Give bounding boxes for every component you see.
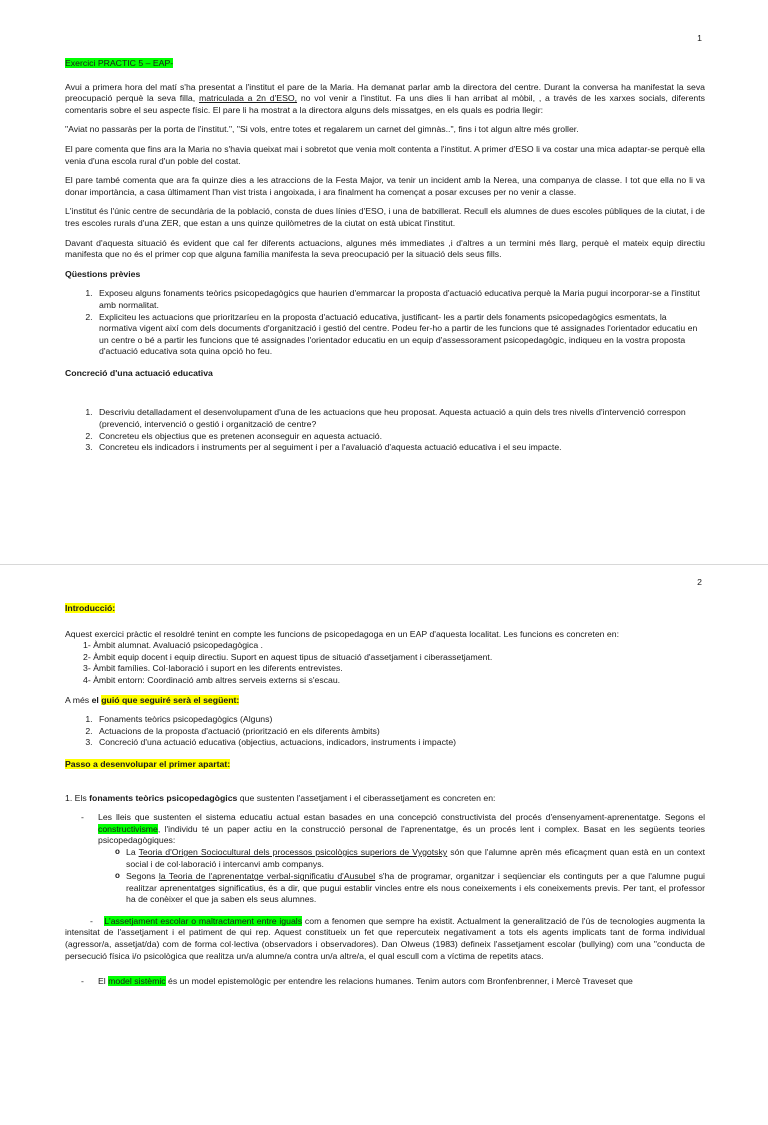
paragraph-situation: Davant d'aquesta situació és evident que cal fer diferents actuacions, algunes més immediates ,i d'altres a un termini més llarg, perquè el mateix equip directiu manifesta que no és el primer cop que alguna família manifesta la seva preocupació per la situació dels seus fills. [65,237,705,260]
paragraph-father-comments: El pare comenta que fins ara la Maria no s'havia queixat mai i sobretot que venia molt contenta a l'institut. A primer d'ESO li va costar una mica adaptar-se perquè ella venia d'una escola rural d'un poble del costat. [65,143,705,166]
page-number: 2 [697,577,702,587]
list-item: o Segons la Teoria de l'aprenentatge verbal-significatiu d'Ausubel s'ha de programar, organitzar i seqüenciar els continguts per a que l'alumne pugui realitzar aprenentatges significatius, és a dir, que pugui establir vincles entre els nous coneixements i els coneixements previs. Per tant, el professor ha de conèixer el que ja saben els seus alumnes. [98,871,705,906]
page-1-content [65,58,705,464]
paragraph-quotes: "Aviat no passaràs per la porta de l'institut.", "Si vols, entre totes et regalarem un carnet del gimnàs..", fins i tot algun altre més groller. [65,124,579,135]
guio-list [65,714,705,749]
list-item: 3. Concreció d'una actuació educativa (objectius, actuacions, indicadors, instruments i impacte) [95,737,705,749]
list-item: 2. Expliciteu les actuacions que prioritzaríeu en la proposta d'actuació educativa, justificant- les a partir dels fonaments psicopedagògics esmentats, la normativa vigent així com dels documents d'organització i gestió del centre. Podeu fer-ho a partir de les funcions que té assignades l'orientador educatiu en un centre o bé a partir les funcions que té assignades l'orientador educatiu en un equip d'assessorament psicopedagògic, indiqueu en la vostra proposta d'actuació educativa sota quina opció ho feu. [95,312,705,358]
questions-heading: Qüestions prèvies [65,268,141,279]
list-item: 1. Fonaments teòrics psicopedagògics (Alguns) [95,714,705,726]
intro-text: Aquest exercici pràctic el resoldré tenint en compte les funcions de psicopedagoga en un EAP d'aquesta localitat. Les funcions es concreten en: [65,628,619,639]
fonaments-list [65,812,705,906]
page-2-content [65,603,705,994]
list-item: 3- Àmbit famílies. Col·laboració i suport en les diferents entrevistes. [83,663,343,674]
list-item: 4- Àmbit entorn: Coordinació amb altres serveis externs si s'escau. [83,674,341,685]
functions-list [65,640,705,686]
list-item: 1. Descriviu detalladament el desenvolupament d'una de les actuacions que heu proposat. Aquesta actuació a quin dels tres nivells d'intervenció correspon (prevenció, intervenció o gestió i organització de centre? [95,407,705,430]
page-number: 1 [697,33,702,43]
list-item: - Les lleis que sustenten el sistema educatiu actual estan basades en una concepció constructivista del procés d'ensenyament-aprenentatge. Segons el constructivisme, l'individu té un paper actiu en la construcció personal de l'aprenentatge, és un procés lent i complex. Basat en les següents teories psicopedagògiques: o La Teoria d'Origen Sociocultural dels processos psicològics superiors de Vygotsky són que l'alumne aprèn més eficaçment quan està en un context social i de col·laboració i intercanvi amb companys. o Segons la Teoria de l'aprenentatge verbal-significatiu d'Ausubel s'ha de programar, organitzar i seqüenciar els continguts per a que l'alumne pugui realitzar aprenentatges significatius, és a dir, que pugui establir vincles entre els nous coneixements i els coneixements previs. Per tant, el professor ha de conèixer el que ja saben els seus alumnes. [65,812,705,906]
paragraph-incident: El pare també comenta que ara fa quinze dies a les atraccions de la Festa Major, va tenir un incident amb la Nerea, una companya de classe. I tot que ella no li va donar importància, a casa últimament l'han vist trista i angoixada, i ara finalment ha començat a posar excuses per no venir a classe. [65,175,705,197]
list-item: 2. Concreteu els objectius que es pretenen aconseguir en aquesta actuació. [95,431,705,443]
paragraph-institute: L'institut és l'únic centre de secundària de la població, consta de dues línies d'ESO, i una de batxillerat. Recull els alumnes de dues escoles públiques de la ciutat, i de tres escoles rurals d'una ZER, que estan a uns quinze quilòmetres de la ciutat on està ubicat l'institut. [65,206,705,228]
passo-heading: Passo a desenvolupar el primer apartat: [65,758,231,769]
list-item: 2- Àmbit equip docent i equip directiu. Suport en aquest tipus de situació d'assetjament i ciberassetjament. [83,651,493,662]
page-1 [0,0,768,560]
theories-list [98,847,705,906]
questions-list [65,288,705,358]
list-item: o La Teoria d'Origen Sociocultural dels processos psicològics superiors de Vygotsky són que l'alumne aprèn més eficaçment quan està en un context social i de col·laboració i intercanvi amb companys. [98,847,705,870]
list-item: 2. Actuacions de la proposta d'actuació (priorització en els diferents àmbits) [95,726,705,738]
list-item: 1- Àmbit alumnat. Avaluació psicopedagògica . [83,640,263,651]
page-2 [0,564,768,1125]
exercise-title: Exercici PRACTIC 5 – EAP- [65,58,174,68]
concrecio-list [65,407,705,453]
guio-intro: A més el guió que seguiré serà el següent: [65,694,240,705]
model-list [65,976,705,988]
fonaments-intro: 1. Els fonaments teòrics psicopedagògics que sustenten l'assetjament i el ciberassetjament es concreten en: [65,792,496,803]
intro-heading: Introducció: [65,603,116,613]
list-item: 1. Exposeu alguns fonaments teòrics psicopedagògics que haurien d'emmarcar la proposta d'actuació educativa perquè la Maria pugui incorporar-se a l'institut amb normalitat. [95,288,705,311]
paragraph-intro: Avui a primera hora del matí s'ha presentat a l'institut el pare de la Maria. Ha demanat parlar amb la directora del centre. Durant la conversa ha manifestat la seva preocupació perquè la seva filla, matriculada a 2n d'ESO, no vol venir a l'institut. Fa uns dies li han arribat al mòbil, , a través de les xarxes socials, diferents comentaris sobre el seu aspecte físic. El pare li ha mostrat a la directora alguns dels missatges, en els quals es podria llegir: [65,81,705,115]
concrecio-heading: Concreció d'una actuació educativa [65,367,213,378]
assetjament-paragraph: - L'assetjament escolar o maltractament entre iguals com a fenomen que sempre ha existit. Actualment la generalització de l'ús de tecnologies augmenta la intensitat de l'assetjament i el patiment de qui rep. Aquest constitueix un fet que repercuteix negativament a tots els agents implicats tant de forma individual (agressor/a, assetjat/da) com de forma col·lectiva (observadors i observadores). Dan Olweus (1983) defineix l'assetjament escolar (bullying) com una "conducta de persecució física i/o psicològica que realitza un/a alumne/a contra un/a altre/a, el qual escull com a víctima de repetits atacs. [65,915,705,961]
list-item: - El model sistèmic és un model epistemològic per entendre les relacions humanes. Tenim autors com Bronfenbrenner, i Mercè Traveset que [65,976,705,988]
list-item: 3. Concreteu els indicadors i instruments per al seguiment i per a l'avaluació d'aquesta actuació educativa i el seu impacte. [95,442,705,454]
